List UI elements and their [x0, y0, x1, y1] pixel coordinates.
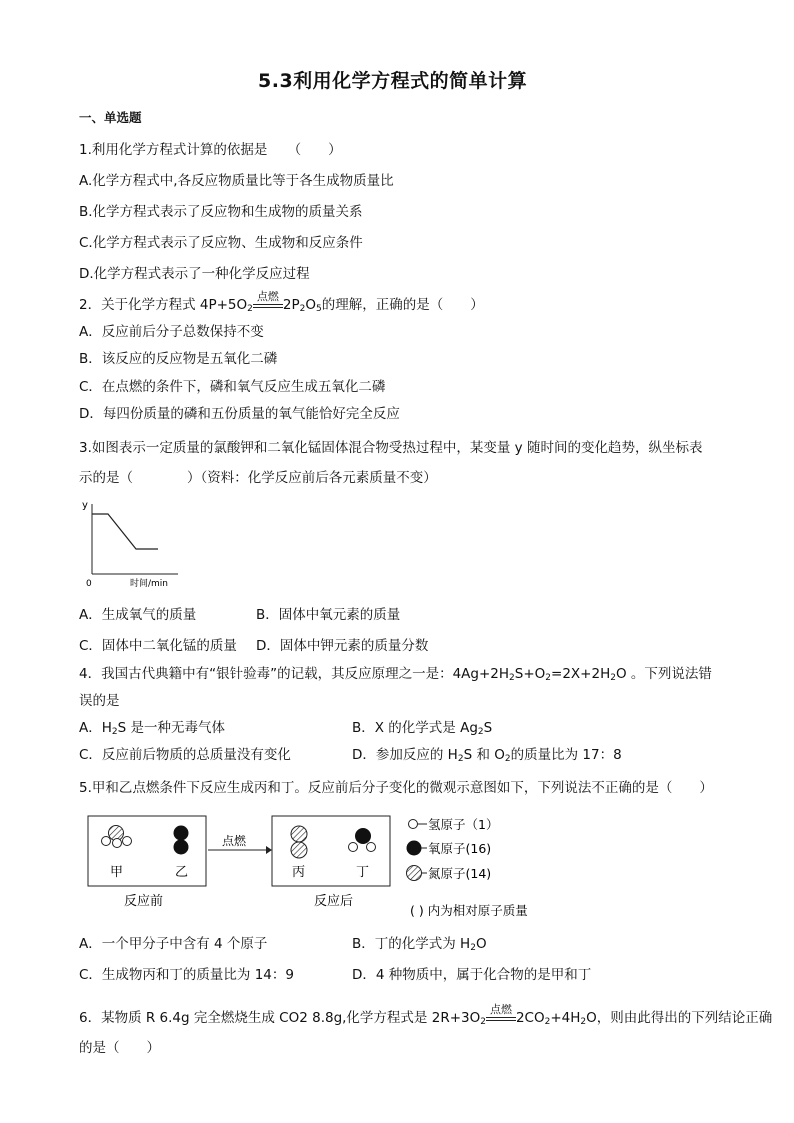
legend-note: ( ) 内为相对原子质量	[410, 903, 528, 918]
q2-subscript: 2	[247, 304, 253, 314]
bing-label: 丙	[292, 865, 306, 880]
q4-subscript: 2	[504, 754, 511, 764]
ding-label: 丁	[356, 865, 370, 880]
q2-option-c: C．在点燃的条件下，磷和氧气反应生成五氧化二磷	[79, 379, 386, 395]
q5-option-b	[352, 936, 487, 954]
q3-stem-line2: 示的是（ ）（资料：化学反应前后各元素质量不变）	[79, 470, 437, 486]
q6-subscript: 2	[480, 1017, 486, 1027]
y-axis-label: y	[82, 500, 88, 511]
q6-stem-text: 6．某物质 R 6.4g 完全燃烧生成 CO2 8.8g,化学方程式是 2R+3O	[79, 1010, 481, 1026]
trend-line	[92, 514, 158, 549]
q5-option-d: D．4 种物质中，属于化合物的是甲和丁	[352, 967, 592, 983]
q4-option-text: 的质量比为 17：8	[510, 747, 622, 763]
legend-nitrogen-label: 氮原子(14)	[428, 866, 492, 881]
legend-oxygen-label: 氧原子(16)	[428, 841, 492, 856]
q2-stem	[79, 290, 484, 315]
legend-oxygen	[407, 841, 492, 857]
q5-option-text: O	[475, 936, 487, 952]
legend-hydrogen-label: 氢原子（1）	[428, 817, 499, 832]
condition-label: 点燃	[489, 1003, 512, 1016]
q3-option-b: B．固体中氧元素的质量	[256, 607, 401, 623]
q1-stem: 1.利用化学方程式计算的依据是 （ ）	[79, 142, 342, 158]
q4-stem-text: =2X+2H	[551, 666, 611, 682]
q4-subscript: 2	[111, 727, 118, 737]
q4-option-text: S 是一种无毒气体	[117, 720, 225, 736]
q6-subscript: 2	[580, 1017, 587, 1027]
q4-stem-text: S+O	[514, 666, 546, 682]
q4-option-a	[79, 720, 225, 738]
yi-molecule	[174, 826, 189, 855]
q2-stem-text: 2P	[282, 297, 300, 313]
q4-subscript: 2	[545, 673, 552, 683]
q4-stem-text: O 。下列说法错	[615, 666, 712, 682]
origin-label: 0	[86, 579, 92, 589]
q2-stem-text: O	[305, 297, 316, 313]
q1-option-d: D.化学方程式表示了一种化学反应过程	[79, 266, 310, 282]
ding-molecule	[349, 828, 376, 852]
q3-option-a: A．生成氧气的质量	[79, 607, 197, 623]
jia-molecule	[102, 826, 132, 848]
q2-option-b: B．该反应的反应物是五氧化二磷	[79, 351, 278, 367]
q6-stem-line2: 的是（ ）	[79, 1040, 160, 1056]
q4-option-b	[352, 720, 492, 738]
q2-subscript: 2	[299, 304, 306, 314]
arrow-head-icon	[266, 846, 272, 854]
before-label: 反应前	[124, 894, 164, 909]
q1-option-c: C.化学方程式表示了反应物、生成物和反应条件	[79, 235, 363, 251]
reaction-condition	[486, 1003, 516, 1021]
q5-subscript: 2	[470, 943, 476, 953]
q4-subscript: 2	[457, 754, 464, 764]
q3-option-d: D．固体中钾元素的质量分数	[256, 638, 429, 654]
q6-subscript: 2	[544, 1017, 551, 1027]
q1-option-b: B.化学方程式表示了反应物和生成物的质量关系	[79, 204, 363, 220]
q6-stem-text: +4H	[550, 1010, 581, 1026]
arrow-label: 点燃	[222, 834, 247, 848]
q6-stem-line1	[79, 1003, 773, 1028]
bing-molecule	[291, 826, 307, 858]
legend-nitrogen	[407, 866, 492, 882]
q3-graph	[78, 494, 188, 590]
reaction-condition	[253, 290, 283, 308]
page-title: 5.3利用化学方程式的简单计算	[258, 70, 528, 92]
q4-stem-line1	[79, 666, 712, 684]
q4-option-c: C．反应前后物质的总质量没有变化	[79, 747, 291, 763]
q5-diagram	[80, 808, 560, 926]
q5-stem: 5.甲和乙点燃条件下反应生成丙和丁。反应前后分子变化的微观示意图如下，下列说法不正确的是（ ）	[79, 780, 713, 796]
q4-stem-line2: 误的是	[79, 693, 120, 709]
q5-option-c: C．生成物丙和丁的质量比为 14：9	[79, 967, 294, 983]
after-label: 反应后	[314, 894, 354, 909]
condition-label: 点燃	[256, 290, 279, 303]
x-axis-label: 时间/min	[130, 579, 169, 589]
q4-subscript: 2	[477, 727, 484, 737]
q4-option-text: A．H	[79, 720, 112, 736]
section-heading: 一、单选题	[79, 110, 142, 125]
q2-stem-text: 2．关于化学方程式 4P+5O	[79, 297, 248, 313]
q4-option-text: S	[483, 720, 493, 736]
q2-option-d: D．每四份质量的磷和五份质量的氧气能恰好完全反应	[79, 406, 400, 422]
q3-option-c: C．固体中二氧化锰的质量	[79, 638, 237, 654]
q5-option-a: A．一个甲分子中含有 4 个原子	[79, 936, 268, 952]
q4-option-text: D．参加反应的 H	[352, 747, 458, 763]
q6-stem-text: 2CO	[515, 1010, 545, 1026]
q4-option-text: B．X 的化学式是 Ag	[352, 720, 478, 736]
legend-hydrogen	[409, 817, 499, 832]
yi-label: 乙	[175, 865, 189, 880]
q4-option-text: S 和 O	[463, 747, 505, 763]
jia-label: 甲	[110, 865, 124, 880]
reaction-bar	[253, 304, 283, 308]
q5-option-text: B．丁的化学式为 H	[352, 936, 471, 952]
before-box	[88, 816, 206, 886]
q4-option-d	[352, 747, 622, 765]
q4-subscript: 2	[509, 673, 515, 683]
q2-subscript: 5	[315, 304, 322, 314]
q4-stem-text: 4．我国古代典籍中有“银针验毒”的记载，其反应原理之一是：4Ag+2H	[79, 666, 510, 682]
reaction-bar	[486, 1017, 516, 1021]
q6-stem-text: O，则由此得出的下列结论正确	[586, 1010, 773, 1026]
q2-stem-text: 的理解，正确的是（ ）	[321, 297, 484, 313]
q1-option-a: A.化学方程式中,各反应物质量比等于各生成物质量比	[79, 173, 394, 189]
q2-option-a: A．反应前后分子总数保持不变	[79, 324, 264, 340]
q3-stem-line1: 3.如图表示一定质量的氯酸钾和二氧化锰固体混合物受热过程中，某变量 y 随时间的变化趋势，纵坐标表	[79, 440, 703, 456]
q4-subscript: 2	[610, 673, 616, 683]
